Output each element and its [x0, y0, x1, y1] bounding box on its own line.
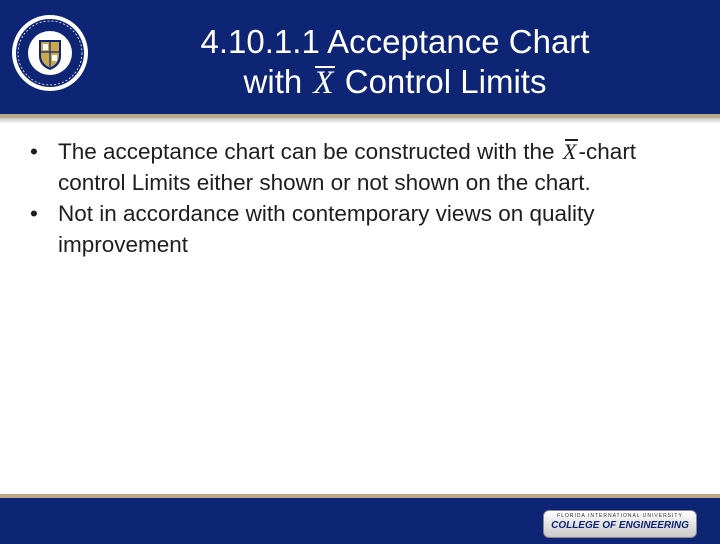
bullet-list [28, 136, 698, 260]
university-seal-icon [10, 13, 90, 93]
bullet-marker: • [30, 201, 38, 226]
title-banner [0, 0, 720, 118]
bullet-text: Not in accordance with contemporary views on quality improvement [58, 201, 595, 257]
bullet-text-after-symbol: -chart control Limits either shown or not shown on the chart. [58, 139, 637, 195]
bullet-item [28, 136, 698, 198]
title-suffix: Control Limits [344, 63, 547, 100]
title-line-2 [100, 62, 690, 103]
bullet-xbar-symbol: X [561, 136, 579, 167]
title-prefix: with [243, 63, 303, 100]
title-line-1: 4.10.1.1 Acceptance Chart [200, 23, 590, 60]
bullet-item [28, 198, 698, 260]
bullet-marker: • [30, 139, 38, 164]
footer-bar [0, 494, 720, 544]
title-xbar-symbol: X [313, 65, 334, 101]
slide-title [100, 22, 690, 103]
college-name: COLLEGE OF ENGINEERING [551, 520, 689, 531]
college-logo-badge [543, 510, 697, 538]
banner-shadow [0, 118, 720, 124]
university-name: FLORIDA INTERNATIONAL UNIVERSITY [557, 513, 683, 519]
bullet-text-before-symbol: The acceptance chart can be constructed with the [58, 139, 561, 164]
